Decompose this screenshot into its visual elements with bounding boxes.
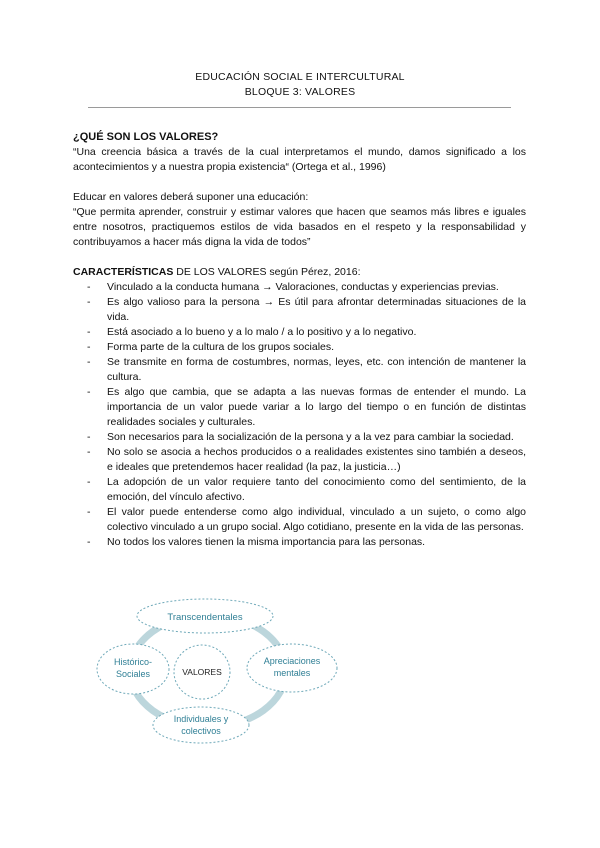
list-item: - El valor puede entenderse como algo individual, vinculado a un sujeto, o como algo colectivo vinculado a un grupo social. Algo cotidiano, presente en la vida de las personas. xyxy=(73,505,526,535)
characteristics-title-rest: DE LOS VALORES según Pérez, 2016: xyxy=(173,266,361,278)
header-course-title: EDUCACIÓN SOCIAL E INTERCULTURAL xyxy=(195,71,405,83)
document-body xyxy=(73,130,526,550)
section-title-what-are-values: ¿QUÉ SON LOS VALORES? xyxy=(73,131,219,143)
node-transcendentales xyxy=(137,599,273,633)
list-item: - Es algo valioso para la persona → Es útil para afrontar determinadas situaciones de la vida. xyxy=(73,295,526,325)
list-item: - Es algo que cambia, que se adapta a las nuevas formas de entender el mundo. La importancia de un valor puede variar a lo largo del tiempo o en función de distintas realidades sociales y culturales. xyxy=(73,385,526,430)
node-individuales-colectivos xyxy=(153,707,249,743)
node-historico-sociales xyxy=(97,644,169,694)
list-item: - Se transmite en forma de costumbres, normas, leyes, etc. con intención de mantener la cultura. xyxy=(73,355,526,385)
list-item: - No todos los valores tienen la misma importancia para las personas. xyxy=(73,535,526,550)
header-divider xyxy=(88,107,511,108)
node-label-bottom-1: Individuales y xyxy=(173,714,229,724)
list-item: - Vinculado a la conducta humana → Valoraciones, conductas y experiencias previas. xyxy=(73,280,526,295)
node-label-left-1: Histórico- xyxy=(113,657,153,667)
list-item: - La adopción de un valor requiere tanto del conocimiento como del sentimiento, de la emoción, del vínculo afectivo. xyxy=(73,475,526,505)
header-block-title: BLOQUE 3: VALORES xyxy=(244,86,356,98)
section-title-characteristics xyxy=(73,265,526,280)
values-diagram xyxy=(95,592,341,744)
node-label-top: Transcendentales xyxy=(167,612,243,623)
node-apreciaciones-mentales xyxy=(247,644,337,692)
node-label-right-1: Apreciaciones xyxy=(263,656,321,666)
characteristics-list xyxy=(73,280,526,550)
node-label-center: VALORES xyxy=(182,667,222,677)
node-label-bottom-2: colectivos xyxy=(181,726,221,736)
node-valores-center xyxy=(174,645,230,699)
list-item: - No solo se asocia a hechos producidos o a realidades existentes sino también a deseos, e ideales que pretendemos hacer realidad (la paz, la justicia…) xyxy=(73,445,526,475)
node-label-right-2: mentales xyxy=(273,668,311,678)
education-quote: “Que permita aprender, construir y estimar valores que hacen que seamos más libres e iguales entre nosotros, practiquemos estilos de vida basados en el respeto y la responsabilidad y contribuyamos a hacer más digna la vida de todos” xyxy=(73,206,526,248)
education-intro: Educar en valores deberá suponer una educación: xyxy=(73,191,309,203)
list-item: - Forma parte de la cultura de los grupos sociales. xyxy=(73,340,526,355)
list-item: - Está asociado a lo bueno y a lo malo / a lo positivo y a lo negativo. xyxy=(73,325,526,340)
list-item: - Son necesarios para la socialización de la persona y a la vez para cambiar la sociedad. xyxy=(73,430,526,445)
characteristics-bold-label: CARACTERÍSTICAS xyxy=(73,266,174,278)
values-definition: “Una creencia básica a través de la cual interpretamos el mundo, damos significado a los acontecimientos y a nuestra propia existencia“ (Ortega et al., 1996) xyxy=(73,146,526,173)
document-header xyxy=(0,70,600,100)
node-label-left-2: Sociales xyxy=(115,669,151,679)
